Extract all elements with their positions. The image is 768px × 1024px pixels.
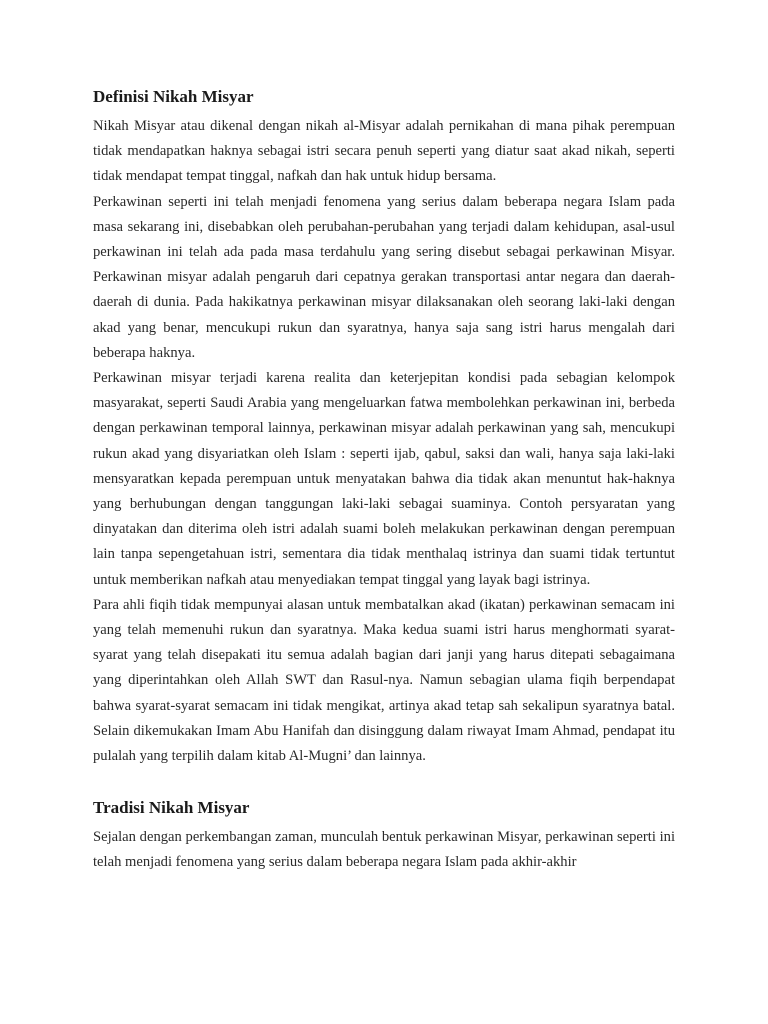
paragraph-2: Perkawinan seperti ini telah menjadi fenomena yang serius dalam beberapa negara Islam pada masa sekarang ini, disebabkan oleh perubahan-perubahan yang terjadi dalam kehidupan, asal-usul perkawinan ini telah ada pada masa terdahulu yang sering disebut sebagai perkawinan Misyar. Perkawinan misyar adalah pengaruh dari cepatnya gerakan transportasi antar negara dan daerah-daerah di dunia. Pada hakikatnya perkawinan misyar dilaksanakan oleh seorang laki-laki dengan akad yang benar, mencukupi rukun dan syaratnya, hanya saja sang istri harus mengalah dari beberapa haknya. [93, 193, 675, 361]
document-page [93, 86, 675, 876]
section-heading-definisi: Definisi Nikah Misyar [93, 87, 254, 106]
paragraph-3: Perkawinan misyar terjadi karena realita dan keterjepitan kondisi pada sebagian kelompok masyarakat, seperti Saudi Arabia yang mengeluarkan fatwa membolehkan perkawinan ini, berbeda dengan perkawinan temporal lainnya, perkawinan misyar adalah perkawinan yang sah, mencukupi rukun akad yang disyariatkan oleh Islam : seperti ijab, qabul, saksi dan wali, hanya saja laki-laki mensyaratkan kepada perempuan untuk menyatakan bahwa dia tidak akan menuntut hak-haknya yang berhubungan dengan tanggungan laki-laki sebagai suaminya. Contoh persyaratan yang dinyatakan dan diterima oleh istri adalah suami boleh melakukan perkawinan dengan perempuan lain tanpa sepengetahuan istri, sementara dia tidak menthalaq istrinya dan suami tidak tertuntut untuk memberikan nafkah atau menyediakan tempat tinggal yang layak bagi istrinya. [93, 370, 675, 588]
paragraph-4: Para ahli fiqih tidak mempunyai alasan untuk membatalkan akad (ikatan) perkawinan semacam ini yang telah memenuhi rukun dan syaratnya. Maka kedua suami istri harus menghormati syarat-syarat yang telah disepakati itu semua adalah bagian dari janji yang harus ditepati sebagaimana yang diperintahkan oleh Allah SWT dan Rasul-nya. Namun sebagian ulama fiqih berpendapat bahwa syarat-syarat semacam ini tidak mengikat, artinya akad tetap sah sekalipun syaratnya batal. Selain dikemukakan Imam Abu Hanifah dan disinggung dalam riwayat Imam Ahmad, pendapat itu pulalah yang terpilih dalam kitab Al-Mugni’ dan lainnya. [93, 596, 675, 765]
paragraph-5: Sejalan dengan perkembangan zaman, munculah bentuk perkawinan Misyar, perkawinan seperti ini telah menjadi fenomena yang serius dalam beberapa negara Islam pada akhir-akhir [93, 829, 675, 871]
section-heading-tradisi: Tradisi Nikah Misyar [93, 798, 250, 818]
paragraph-1: Nikah Misyar atau dikenal dengan nikah al-Misyar adalah pernikahan di mana pihak perempuan tidak mendapatkan haknya sebagai istri secara penuh seperti yang diatur saat akad nikah, seperti tidak mendapat tempat tinggal, nafkah dan hak untuk hidup bersama. [93, 118, 675, 185]
